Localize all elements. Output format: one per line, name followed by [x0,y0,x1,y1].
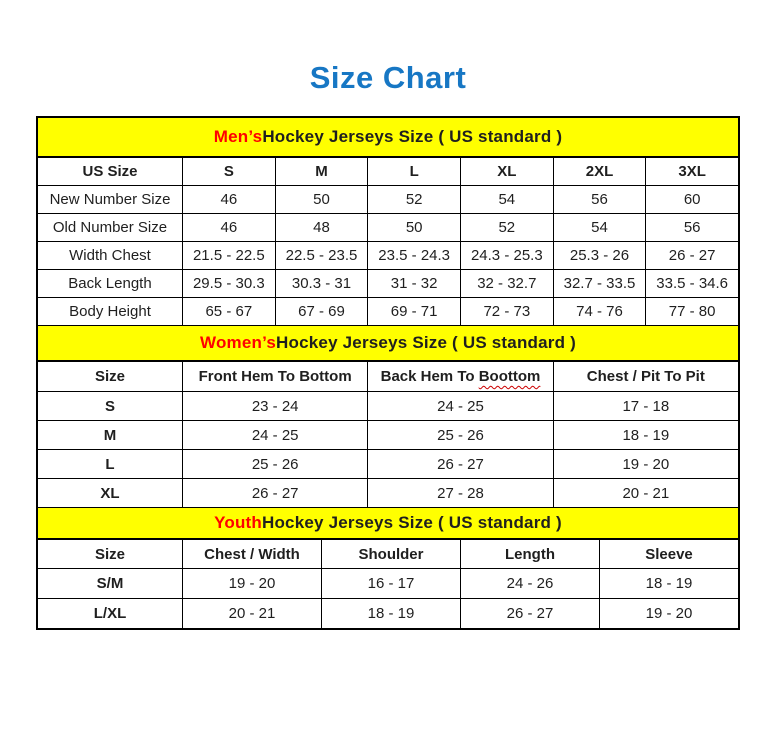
page-title: Size Chart [309,60,467,95]
column-header: XL [460,158,553,185]
size-value-cell: 24.3 - 25.3 [460,242,553,269]
size-value-cell: 25.3 - 26 [553,242,646,269]
column-header: 2XL [553,158,646,185]
column-header-row [38,540,738,569]
section-title-accent: Men’s [213,127,263,146]
section-title-accent: Youth [214,513,262,532]
section-title-accent: Women’s [200,333,277,352]
size-value-cell: 60 [645,186,738,213]
size-value-cell: 18 - 19 [599,569,738,598]
size-value-cell: 25 - 26 [182,450,367,478]
size-value-cell: 26 - 27 [182,479,367,507]
size-value-cell: 50 [367,214,460,241]
row-label: S/M [96,575,124,592]
size-value-cell: 29.5 - 30.3 [182,270,275,297]
size-value-cell: 54 [460,186,553,213]
table-row [38,186,738,214]
size-table-section-youth [38,508,738,628]
row-label: L/XL [93,605,127,622]
size-value-cell: 18 - 19 [553,421,738,449]
table-row [38,242,738,270]
size-value-cell: 52 [367,186,460,213]
size-value-cell: 50 [275,186,368,213]
size-value-cell: 56 [553,186,646,213]
size-value-cell: 52 [460,214,553,241]
table-row [38,450,738,479]
size-value-cell: 20 - 21 [553,479,738,507]
size-table-section-mens [38,118,738,326]
size-value-cell: 20 - 21 [182,599,321,628]
size-value-cell: 24 - 26 [460,569,599,598]
table-row [38,298,738,326]
table-row [38,214,738,242]
table-row [38,270,738,298]
size-value-cell: 74 - 76 [553,298,646,325]
size-value-cell: 24 - 25 [367,392,552,420]
size-value-cell: 33.5 - 34.6 [645,270,738,297]
size-value-cell: 17 - 18 [553,392,738,420]
row-label: Old Number Size [52,219,168,236]
column-header: Sleeve [599,540,738,568]
row-label: L [105,455,115,473]
size-value-cell: 32.7 - 33.5 [553,270,646,297]
table-row [38,392,738,421]
size-value-cell: 72 - 73 [460,298,553,325]
column-header: Length [460,540,599,568]
column-header: S [182,158,275,185]
size-value-cell: 77 - 80 [645,298,738,325]
column-header: Back Hem To Boottom [367,362,552,391]
section-header [38,118,738,158]
size-value-cell: 27 - 28 [367,479,552,507]
misspelled-word: Boottom [478,368,541,385]
column-header: M [275,158,368,185]
row-label: Body Height [69,303,151,320]
size-value-cell: 26 - 27 [367,450,552,478]
section-header [38,326,738,362]
size-value-cell: 69 - 71 [367,298,460,325]
size-value-cell: 46 [182,186,275,213]
column-header-row [38,158,738,186]
row-label: XL [100,484,120,502]
size-value-cell: 30.3 - 31 [275,270,368,297]
size-value-cell: 56 [645,214,738,241]
size-value-cell: 25 - 26 [367,421,552,449]
column-header: Front Hem To Bottom [182,362,367,391]
size-value-cell: 21.5 - 22.5 [182,242,275,269]
size-value-cell: 67 - 69 [275,298,368,325]
size-value-cell: 23.5 - 24.3 [367,242,460,269]
row-label: M [103,426,117,444]
column-header: Chest / Pit To Pit [553,362,738,391]
size-chart-table [36,116,740,630]
column-header: Size [94,545,125,563]
size-value-cell: 16 - 17 [321,569,460,598]
column-header: L [367,158,460,185]
size-value-cell: 32 - 32.7 [460,270,553,297]
size-value-cell: 65 - 67 [182,298,275,325]
size-value-cell: 46 [182,214,275,241]
table-row [38,569,738,599]
size-value-cell: 22.5 - 23.5 [275,242,368,269]
row-label: Width Chest [69,247,151,264]
size-value-cell: 19 - 20 [553,450,738,478]
size-value-cell: 48 [275,214,368,241]
column-header: 3XL [645,158,738,185]
row-label: Back Length [68,275,152,292]
column-header: Shoulder [321,540,460,568]
size-value-cell: 18 - 19 [321,599,460,628]
size-value-cell: 24 - 25 [182,421,367,449]
size-value-cell: 19 - 20 [599,599,738,628]
size-value-cell: 26 - 27 [460,599,599,628]
section-title-rest: Hockey Jerseys Size ( US standard ) [261,513,562,532]
size-value-cell: 23 - 24 [182,392,367,420]
section-header [38,508,738,540]
column-header-row [38,362,738,392]
column-header: Size [94,368,125,385]
row-label: New Number Size [49,191,171,208]
column-header: Chest / Width [182,540,321,568]
section-title-rest: Hockey Jerseys Size ( US standard ) [262,127,563,146]
size-value-cell: 54 [553,214,646,241]
size-value-cell: 31 - 32 [367,270,460,297]
row-label: S [104,397,115,415]
size-value-cell: 26 - 27 [645,242,738,269]
table-row [38,599,738,628]
column-header: US Size [82,163,138,180]
table-row [38,479,738,508]
table-row [38,421,738,450]
size-value-cell: 19 - 20 [182,569,321,598]
size-table-section-womens [38,326,738,508]
section-title-rest: Hockey Jerseys Size ( US standard ) [276,333,576,352]
